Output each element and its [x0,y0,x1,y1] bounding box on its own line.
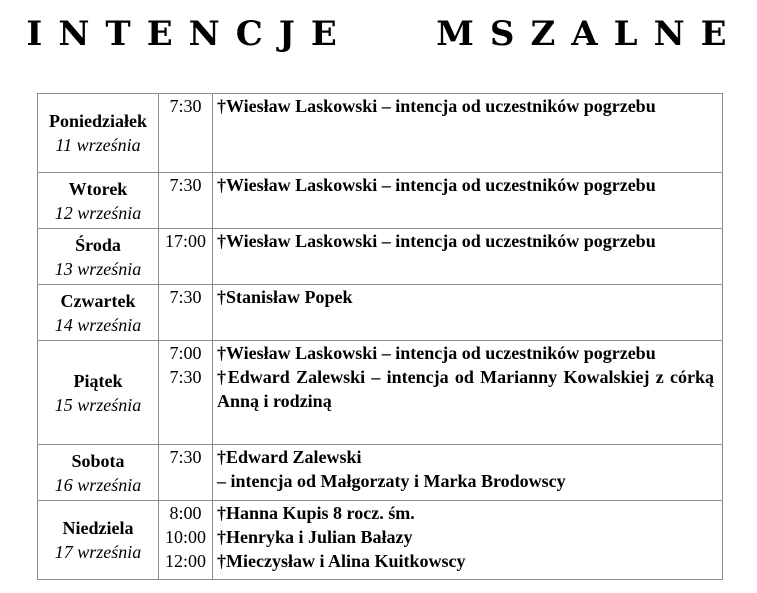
table-row [38,445,723,501]
intention-text: †Wiesław Laskowski – intencja od uczestników pogrzebu [217,343,656,363]
table-row [38,229,723,285]
mass-time: 17:00 [164,231,206,251]
time-cell [159,501,213,580]
mass-time: 7:30 [169,447,202,467]
table-row [38,285,723,341]
intention-cell [213,229,723,285]
intention-cell [213,341,723,445]
time-cell [159,341,213,445]
intention-text: – intencja od Małgorzaty i Marka Brodowscy [217,471,566,491]
intention-cell [213,501,723,580]
day-date: 11 września [55,135,141,155]
intention-cell [213,94,723,173]
time-cell [159,229,213,285]
time-cell [159,173,213,229]
day-date: 13 września [54,258,142,279]
day-name: Niedziela [62,518,134,538]
intention-text: †Edward Zalewski [217,447,362,467]
table-row [38,501,723,580]
day-name: Sobota [71,450,125,471]
mass-time: 12:00 [164,551,206,571]
intention-text: †Henryka i Julian Bałazy [217,527,413,547]
day-cell [38,94,159,173]
mass-time: 7:30 [169,96,202,116]
day-name: Piątek [73,370,123,391]
day-cell [38,173,159,229]
day-cell [38,501,159,580]
intention-text: †Wiesław Laskowski – intencja od uczestników pogrzebu [217,96,656,116]
mass-intentions-table [37,93,723,580]
day-name: Wtorek [68,178,128,199]
intention-cell [213,173,723,229]
intention-text: †Wiesław Laskowski – intencja od uczestników pogrzebu [217,231,656,251]
day-cell [38,285,159,341]
day-cell [38,445,159,501]
day-date: 12 września [54,202,142,223]
page-title: INTENCJE MSZALNE [26,14,743,54]
day-date: 14 września [54,314,142,335]
intention-cell [213,445,723,501]
intention-text: †Wiesław Laskowski – intencja od uczestników pogrzebu [217,175,656,195]
day-cell [38,229,159,285]
mass-time: 8:00 [169,503,202,523]
day-cell [38,341,159,445]
time-cell [159,285,213,341]
day-name: Czwartek [60,290,136,311]
mass-time: 10:00 [164,527,206,547]
intention-text: †Mieczysław i Alina Kuitkowscy [217,551,466,571]
mass-time: 7:00 [169,343,202,363]
day-date: 17 września [54,542,142,562]
intention-text: †Edward Zalewski – intencja od Marianny Kowalskiej z córką Anną i rodziną [217,367,714,411]
intention-text: †Hanna Kupis 8 rocz. śm. [217,503,415,523]
day-name: Środa [75,234,121,255]
intention-cell [213,285,723,341]
mass-time: 7:30 [169,367,202,387]
mass-time: 7:30 [169,287,202,307]
intention-text: †Stanisław Popek [217,287,353,307]
table-row [38,94,723,173]
time-cell [159,445,213,501]
day-name: Poniedziałek [49,111,147,131]
mass-time: 7:30 [169,175,202,195]
table-row [38,173,723,229]
time-cell [159,94,213,173]
table-row [38,341,723,445]
day-date: 15 września [54,394,142,415]
day-date: 16 września [54,474,142,495]
